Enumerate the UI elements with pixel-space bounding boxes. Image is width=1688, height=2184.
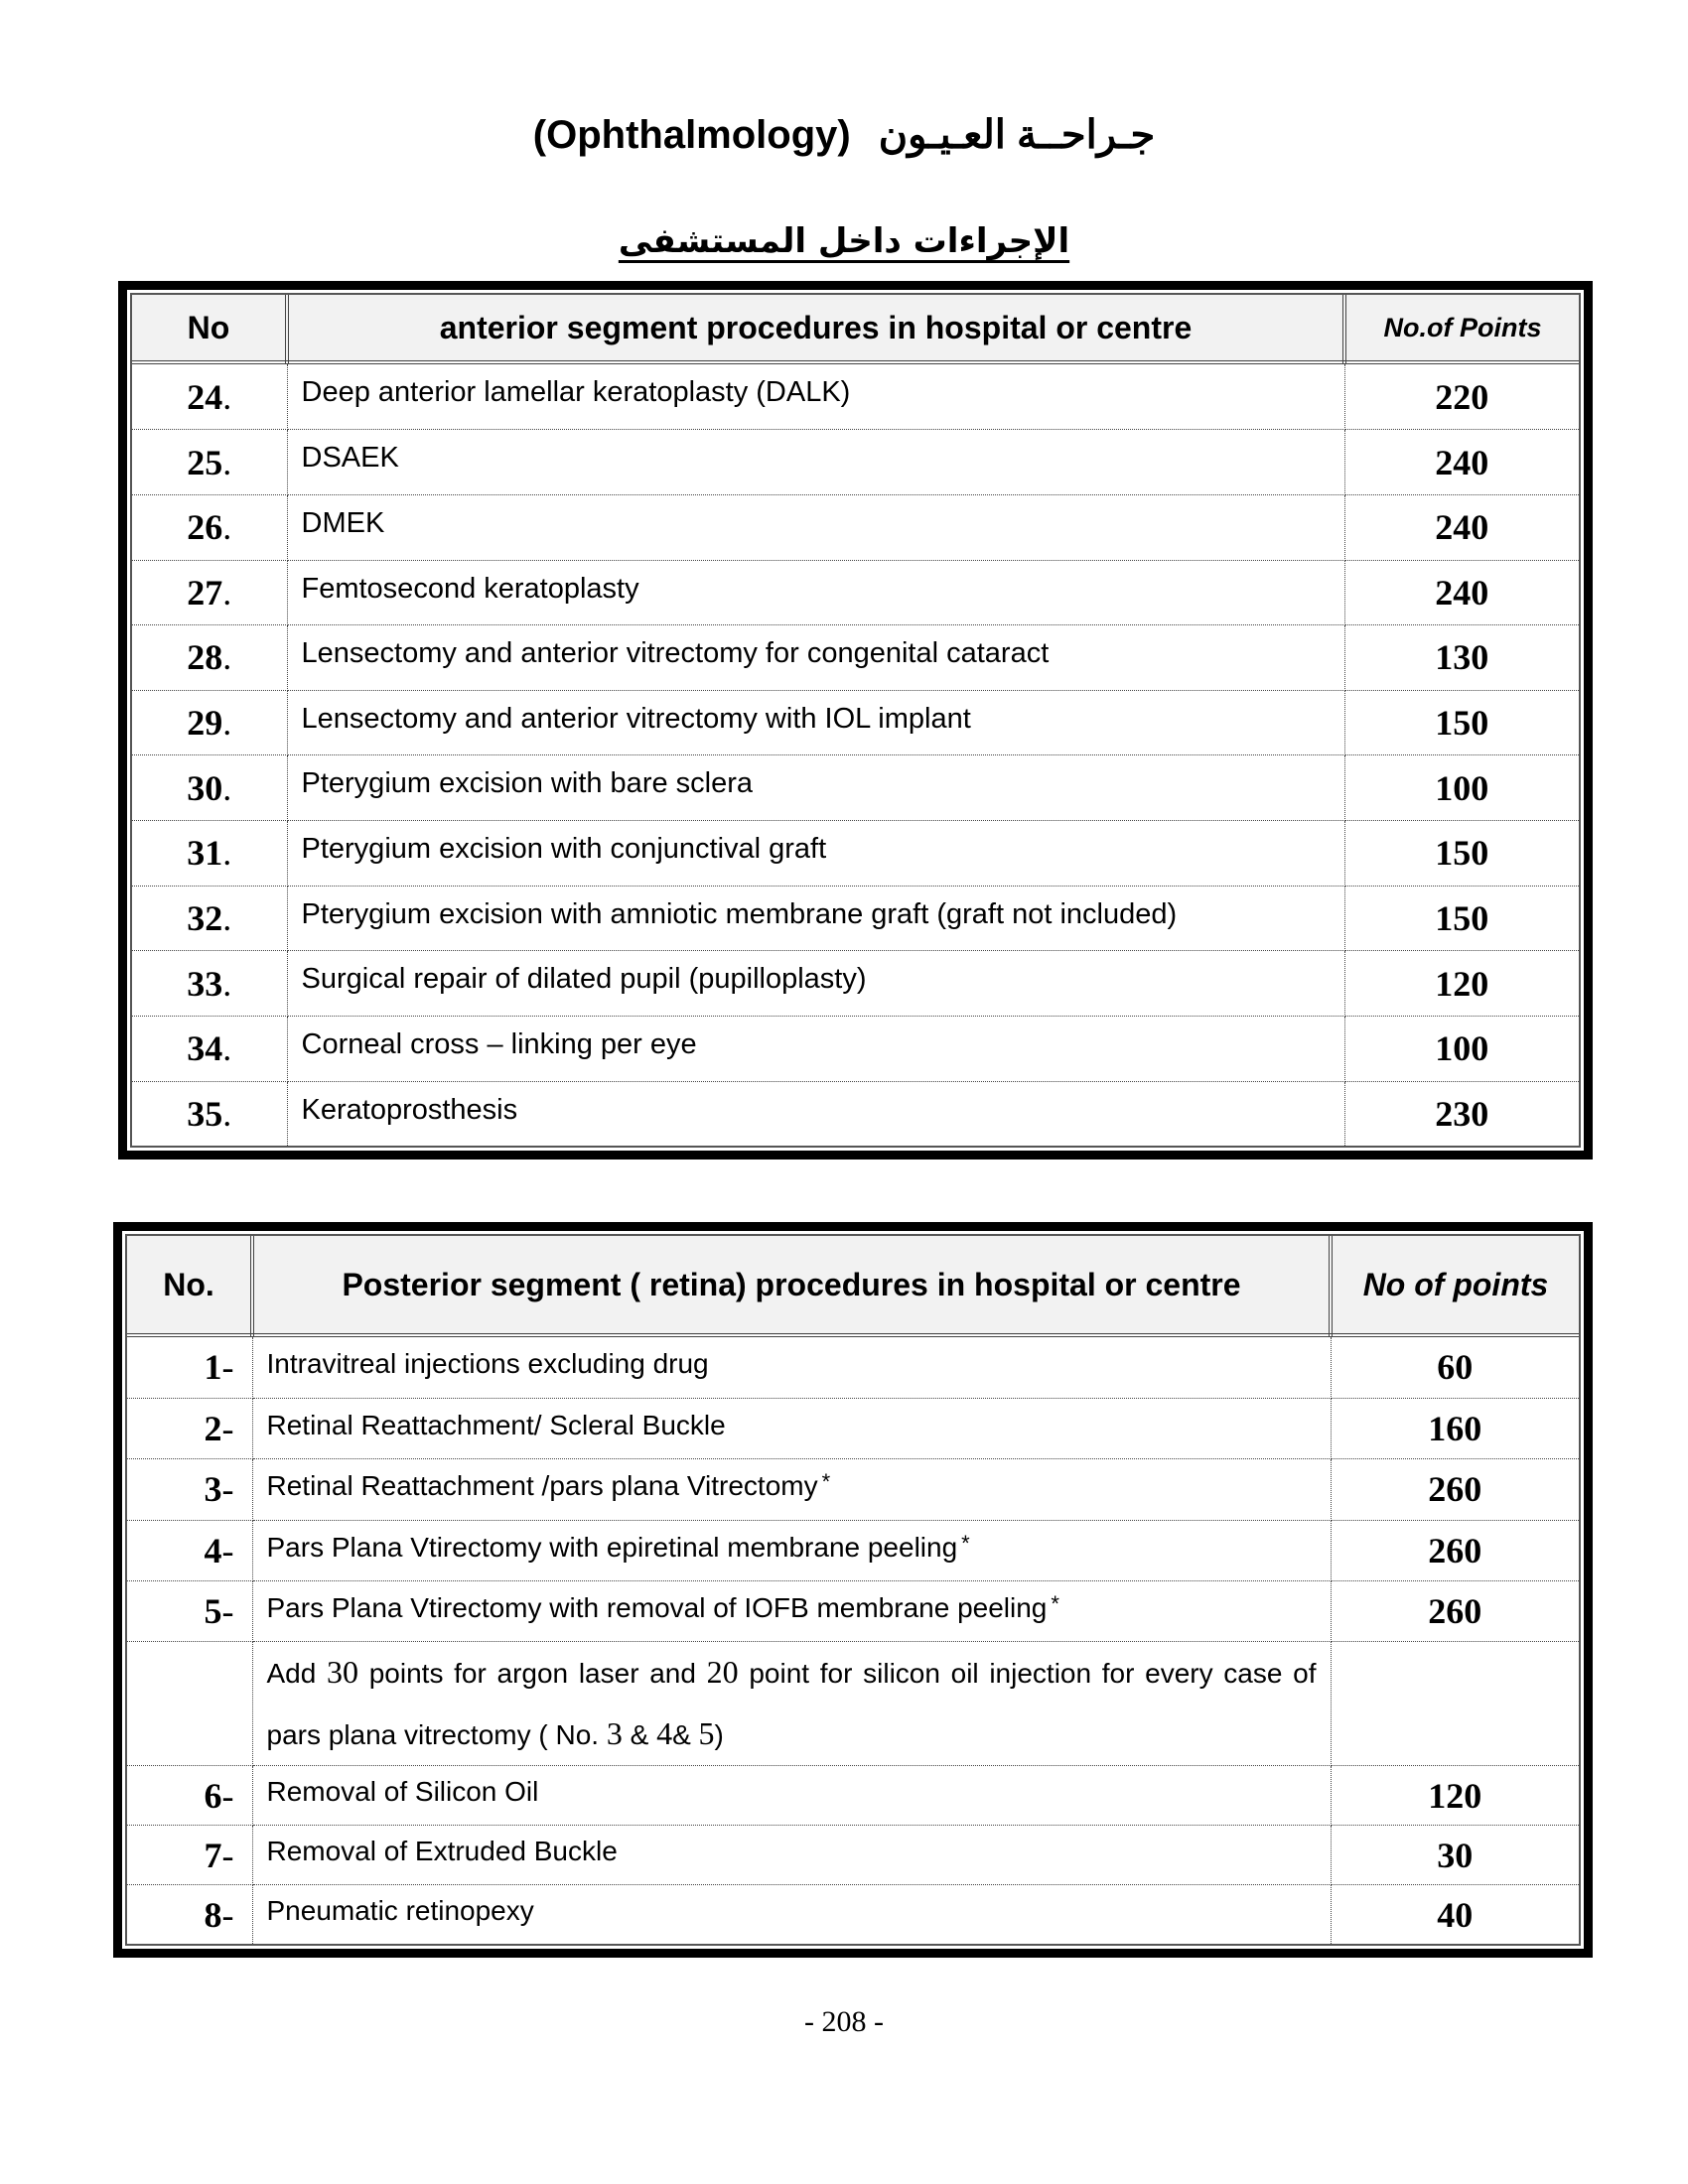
points-value: 100 <box>1344 1016 1579 1081</box>
row-number-value: 34 <box>187 1028 223 1069</box>
table-row <box>132 560 1579 625</box>
table-row <box>127 1520 1579 1580</box>
note-text <box>252 1642 1331 1766</box>
procedure-name <box>287 430 1344 495</box>
procedure-text: Pneumatic retinopexy <box>266 1895 534 1927</box>
procedure-name <box>252 1580 1331 1641</box>
points-value: 150 <box>1344 690 1579 755</box>
procedure-name <box>252 1459 1331 1520</box>
row-number-separator: . <box>222 442 232 482</box>
note-text-part: ) <box>714 1719 724 1751</box>
note-row <box>127 1642 1579 1766</box>
points-value: 240 <box>1344 560 1579 625</box>
note-number: 3 <box>606 1715 623 1752</box>
row-number-value: 2 <box>204 1409 222 1449</box>
row-number <box>132 1081 287 1146</box>
row-number-value: 30 <box>187 767 223 808</box>
asterisk-footnote-mark: * <box>961 1530 970 1556</box>
procedure-text: Retinal Reattachment /pars plana Vitrectomy <box>266 1470 818 1502</box>
points-value: 220 <box>1344 362 1579 430</box>
row-number-separator: - <box>221 1591 234 1632</box>
row-number <box>132 886 287 951</box>
procedure-text: Keratoprosthesis <box>301 1093 518 1126</box>
note-text-part: & <box>622 1719 657 1751</box>
table-row <box>132 690 1579 755</box>
table-row <box>132 1081 1579 1146</box>
procedure-name <box>287 755 1344 821</box>
row-number-separator: - <box>221 1775 234 1816</box>
row-number-separator: . <box>222 376 232 417</box>
note-number: 5 <box>698 1715 715 1752</box>
table-row <box>132 951 1579 1017</box>
table-row <box>132 1016 1579 1081</box>
procedure-name <box>252 1335 1331 1398</box>
procedure-text: Lensectomy and anterior vitrectomy for congenital cataract <box>301 637 1050 670</box>
points-value: 150 <box>1344 886 1579 951</box>
row-number-separator: - <box>221 1347 234 1388</box>
procedure-name <box>252 1885 1331 1944</box>
header-procedure: anterior segment procedures in hospital or centre <box>287 295 1344 362</box>
table-row <box>132 625 1579 691</box>
table-row <box>127 1335 1579 1398</box>
title-arabic: جـراحــة العـيـون <box>878 113 1156 157</box>
header-procedure: Posterior segment ( retina) procedures in hospital or centre <box>252 1236 1331 1335</box>
note-number: 4 <box>656 1715 673 1752</box>
header-points: No.of Points <box>1344 295 1579 362</box>
procedure-name <box>252 1398 1331 1458</box>
table-row <box>132 494 1579 560</box>
table-header-row <box>127 1236 1579 1335</box>
procedure-text: Lensectomy and anterior vitrectomy with IOL implant <box>301 702 971 735</box>
row-number <box>132 951 287 1017</box>
procedure-text: Removal of Silicon Oil <box>266 1776 539 1808</box>
row-number-separator: . <box>222 637 232 678</box>
points-value: 120 <box>1344 951 1579 1017</box>
points-value: 30 <box>1331 1826 1579 1885</box>
procedure-name <box>287 1081 1344 1146</box>
table-header-row <box>132 295 1579 362</box>
table-row <box>127 1580 1579 1641</box>
points-value: 120 <box>1331 1766 1579 1826</box>
row-number-value: 7 <box>204 1835 222 1875</box>
row-number-separator: . <box>222 963 232 1004</box>
points-value: 240 <box>1344 430 1579 495</box>
anterior-table <box>132 295 1579 1146</box>
procedure-name <box>252 1520 1331 1580</box>
anterior-procedures-table <box>118 281 1593 1160</box>
procedure-name <box>287 494 1344 560</box>
row-number <box>127 1885 252 1944</box>
procedure-text: Pterygium excision with amniotic membrane graft (graft not included) <box>301 897 1178 930</box>
row-number-value: 31 <box>187 833 223 874</box>
page-title <box>0 107 1688 163</box>
row-number-value: 26 <box>187 507 223 548</box>
procedure-text: Pars Plana Vtirectomy with removal of IOFB membrane peeling <box>266 1591 1048 1623</box>
points-value: 40 <box>1437 1894 1474 1935</box>
header-no: No. <box>127 1236 252 1335</box>
row-number-separator: - <box>221 1469 234 1510</box>
procedure-text: Pterygium excision with conjunctival graft <box>301 833 827 866</box>
procedure-name <box>287 821 1344 887</box>
procedure-text: DSAEK <box>301 442 399 475</box>
procedure-name <box>287 951 1344 1017</box>
row-number-value: 27 <box>187 572 223 613</box>
row-number-separator: . <box>222 767 232 808</box>
asterisk-footnote-mark: * <box>1051 1590 1059 1616</box>
table-row <box>132 821 1579 887</box>
row-number-value: 24 <box>187 376 223 417</box>
row-number-separator: - <box>221 1530 234 1570</box>
table-row <box>127 1885 1579 1944</box>
row-number <box>132 362 287 430</box>
row-number-separator: . <box>222 897 232 938</box>
note-text-part: Add <box>266 1658 328 1690</box>
row-number <box>127 1520 252 1580</box>
asterisk-footnote-mark: * <box>821 1469 831 1495</box>
row-number <box>132 755 287 821</box>
row-number-value: 29 <box>187 703 223 744</box>
section-subtitle <box>0 216 1688 266</box>
row-number-value: 5 <box>204 1591 222 1632</box>
points-value: 160 <box>1331 1398 1579 1458</box>
posterior-table <box>127 1236 1579 1944</box>
table-row <box>127 1398 1579 1458</box>
row-number-separator: . <box>222 507 232 548</box>
procedure-text: Surgical repair of dilated pupil (pupilloplasty) <box>301 963 867 996</box>
note-text-part: & <box>672 1719 699 1751</box>
procedure-name <box>287 690 1344 755</box>
procedure-text: Intravitreal injections excluding drug <box>266 1348 709 1379</box>
table-row <box>127 1766 1579 1826</box>
procedure-text: Removal of Extruded Buckle <box>266 1836 618 1867</box>
points-value: 100 <box>1344 755 1579 821</box>
table-row <box>127 1459 1579 1520</box>
header-points: No of points <box>1331 1236 1579 1335</box>
row-number-value: 35 <box>187 1093 223 1134</box>
row-number <box>132 430 287 495</box>
table-row <box>132 362 1579 430</box>
title-english: (Ophthalmology) <box>532 113 851 157</box>
subtitle-arabic: الإجراءات داخل المستشفى <box>618 221 1070 261</box>
row-number <box>132 1016 287 1081</box>
procedure-name <box>287 362 1344 430</box>
points-value: 260 <box>1331 1459 1579 1520</box>
row-number-separator: . <box>222 1028 232 1069</box>
row-number-value: 25 <box>187 442 223 482</box>
row-number-separator: - <box>221 1835 234 1875</box>
row-number-separator: . <box>222 572 232 613</box>
procedure-text: Deep anterior lamellar keratoplasty (DALK) <box>301 376 851 408</box>
points-value: 260 <box>1331 1580 1579 1641</box>
header-no: No <box>132 295 287 362</box>
row-number-separator: . <box>222 1093 232 1134</box>
row-number-value: 4 <box>204 1530 222 1570</box>
points-value: 260 <box>1331 1520 1579 1580</box>
procedure-text: Pterygium excision with bare sclera <box>301 767 754 800</box>
note-no-cell <box>127 1642 252 1766</box>
table-inner-frame <box>125 1234 1581 1946</box>
procedure-name <box>287 560 1344 625</box>
row-number <box>127 1335 252 1398</box>
procedure-text: Femtosecond keratoplasty <box>301 572 639 605</box>
row-number <box>132 494 287 560</box>
note-number: 30 <box>327 1654 359 1691</box>
row-number <box>132 625 287 691</box>
row-number-separator: - <box>221 1894 234 1935</box>
procedure-text: DMEK <box>301 506 385 539</box>
row-number <box>132 560 287 625</box>
points-value: 230 <box>1435 1093 1489 1134</box>
row-number <box>127 1766 252 1826</box>
table-inner-frame <box>130 293 1581 1148</box>
row-number-separator: - <box>221 1409 234 1449</box>
page-number: - 208 - <box>804 2005 884 2038</box>
table-row <box>132 755 1579 821</box>
note-number: 20 <box>706 1654 739 1691</box>
procedure-text: Pars Plana Vtirectomy with epiretinal membrane peeling <box>266 1531 958 1563</box>
procedure-name <box>252 1766 1331 1826</box>
procedure-text: Corneal cross – linking per eye <box>301 1027 697 1060</box>
procedure-name <box>287 1016 1344 1081</box>
table-row <box>132 886 1579 951</box>
note-text-part: point for silicon oil injection for every case of pars plana vitrectomy ( No. <box>266 1658 1317 1751</box>
procedure-name <box>287 886 1344 951</box>
row-number-separator: . <box>222 833 232 874</box>
row-number <box>127 1459 252 1520</box>
row-number-value: 3 <box>204 1469 222 1510</box>
points-value: 130 <box>1344 625 1579 691</box>
note-text-part: points for argon laser and <box>358 1658 707 1690</box>
row-number-value: 6 <box>204 1775 222 1816</box>
row-number-value: 1 <box>204 1347 222 1388</box>
posterior-procedures-table <box>113 1222 1593 1958</box>
row-number-value: 28 <box>187 637 223 678</box>
procedure-name <box>252 1826 1331 1885</box>
procedure-name <box>287 625 1344 691</box>
row-number-value: 32 <box>187 897 223 938</box>
row-number <box>132 821 287 887</box>
row-number <box>127 1398 252 1458</box>
points-value: 240 <box>1344 494 1579 560</box>
row-number <box>127 1826 252 1885</box>
row-number <box>132 690 287 755</box>
row-number-separator: . <box>222 703 232 744</box>
table-row <box>132 430 1579 495</box>
points-value: 60 <box>1331 1335 1579 1398</box>
points-value: 150 <box>1344 821 1579 887</box>
note-points-cell <box>1331 1642 1579 1766</box>
table-row <box>127 1826 1579 1885</box>
procedure-text: Retinal Reattachment/ Scleral Buckle <box>266 1409 726 1440</box>
row-number <box>127 1580 252 1641</box>
row-number-value: 33 <box>187 963 223 1004</box>
row-number-value: 8 <box>204 1894 222 1935</box>
